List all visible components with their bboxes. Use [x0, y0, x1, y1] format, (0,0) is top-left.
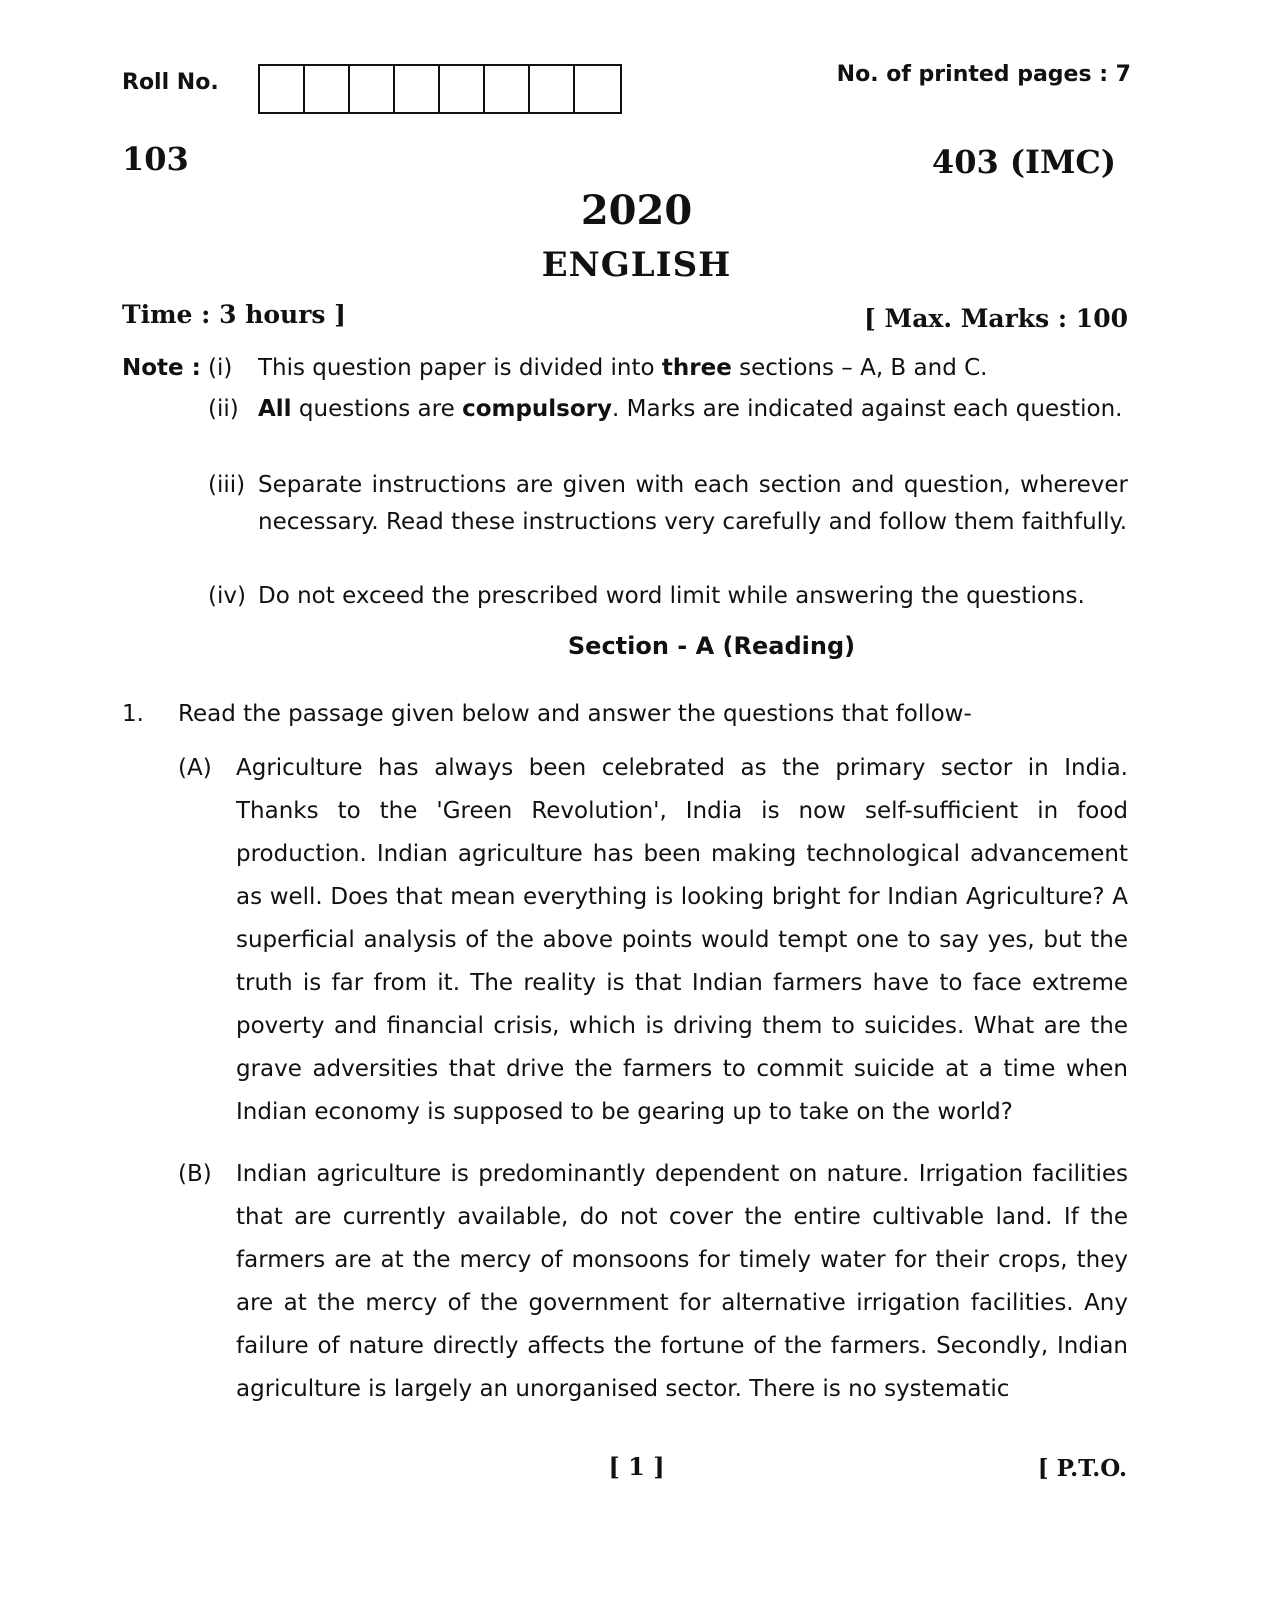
printed-pages-count: No. of printed pages : 7 — [836, 62, 1131, 87]
section-a-title: Section - A (Reading) — [567, 632, 856, 660]
exam-year: 2020 — [580, 187, 693, 234]
roll-number-label: Roll No. — [122, 70, 219, 95]
note-item-number: (i) — [208, 355, 233, 381]
max-marks: [ Max. Marks : 100 — [864, 304, 1128, 333]
note-item-text: This question paper is divided into three sections – A, B and C. — [258, 355, 988, 381]
note-item-number: (ii) — [208, 396, 239, 422]
question-number: 1. — [122, 701, 144, 727]
roll-number-boxes — [258, 64, 622, 114]
note-item-number: (iv) — [208, 583, 246, 609]
please-turn-over: [ P.T.O. — [1037, 1455, 1127, 1482]
roll-number-box — [575, 66, 620, 112]
subject-title: ENGLISH — [541, 245, 732, 285]
note-item-text: Do not exceed the prescribed word limit while answering the questions. — [258, 583, 1085, 609]
roll-number-box — [485, 66, 530, 112]
note-item-text: All questions are compulsory. Marks are indicated against each question. — [258, 396, 1123, 422]
time-allowed: Time : 3 hours ] — [122, 300, 346, 329]
note-item-text: Separate instructions are given with each section and question, wherever necessary. Read these instructions very carefully and follow them faithfully. — [258, 472, 1128, 535]
paper-code-right: 403 (IMC) — [931, 143, 1116, 181]
roll-number-box — [260, 66, 305, 112]
roll-number-box — [350, 66, 395, 112]
question-instruction: Read the passage given below and answer the questions that follow- — [178, 701, 972, 727]
note-item-number: (iii) — [208, 472, 246, 498]
paragraph-label: (B) — [178, 1161, 212, 1187]
note-label: Note : — [122, 355, 201, 381]
roll-number-box — [305, 66, 350, 112]
roll-number-box — [395, 66, 440, 112]
passage-paragraph: Agriculture has always been celebrated as the primary sector in India. Thanks to the 'Green Revolution', India is now self-sufficient in food production. Indian agriculture has been making technological advancement as well. Does that mean everything is looking bright for Indian Agriculture? A superficial analysis of the above points would tempt one to say yes, but the truth is far from it. The reality is that Indian farmers have to face extreme poverty and financial crisis, which is driving them to suicides. What are the grave adversities that drive the farmers to commit suicide at a time when Indian economy is supposed to be gearing up to take on the world? — [236, 755, 1128, 1125]
paragraph-label: (A) — [178, 755, 212, 781]
roll-number-box — [440, 66, 485, 112]
roll-number-box — [530, 66, 575, 112]
passage-paragraph: Indian agriculture is predominantly dependent on nature. Irrigation facilities that are currently available, do not cover the entire cultivable land. If the farmers are at the mercy of monsoons for timely water for their crops, they are at the mercy of the government for alternative irrigation facilities. Any failure of nature directly affects the fortune of the farmers. Secondly, Indian agriculture is largely an unorganised sector. There is no systematic — [236, 1161, 1128, 1402]
page-number: [ 1 ] — [608, 1452, 665, 1481]
paper-code-left: 103 — [122, 140, 189, 178]
